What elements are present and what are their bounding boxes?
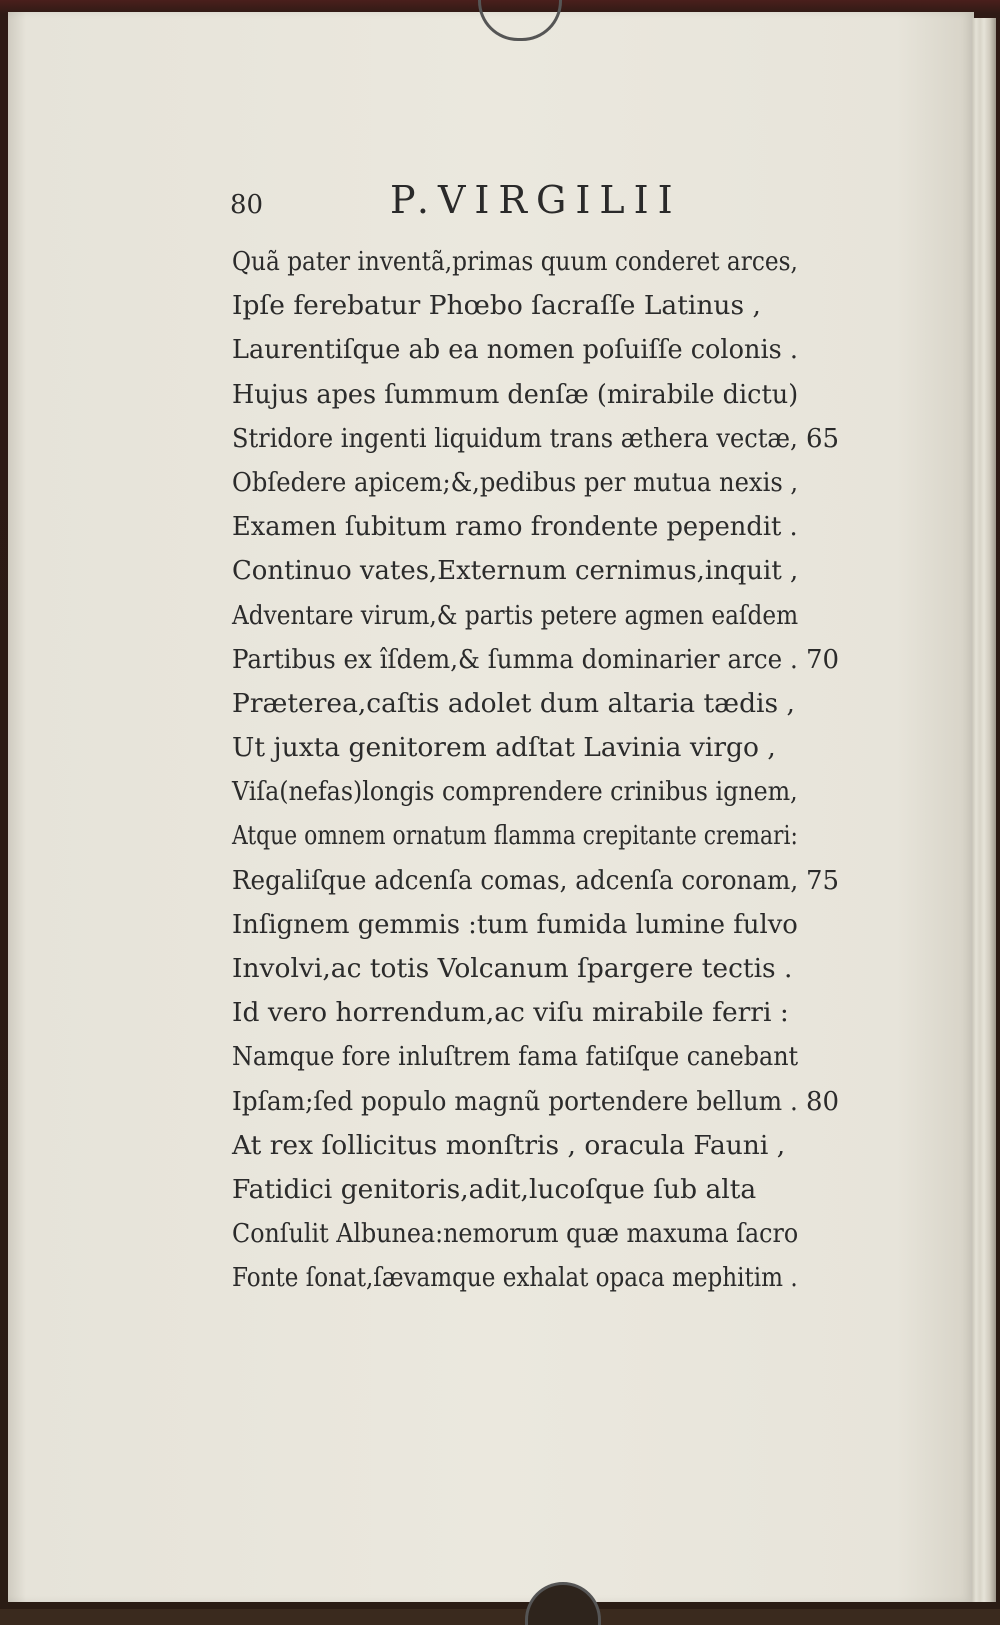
verse-line-text: At rex ſollicitus monſtris , oracula Fauni ,	[232, 1129, 786, 1161]
verse-line-text: Conſulit Albunea:nemorum quæ maxuma ſacro	[232, 1218, 799, 1250]
line-number: 65	[806, 423, 840, 454]
verse-text-block	[232, 240, 872, 1301]
verse-line-text: Obſedere apicem;&,pedibus per mutua nexis ,	[232, 466, 799, 498]
verse-line-text: Examen ſubitum ramo frondente pependit .	[232, 511, 798, 543]
verse-line-text: Inſignem gemmis :tum fumida lumine fulvo	[232, 908, 798, 940]
verse-line	[232, 770, 872, 814]
verse-line	[232, 682, 872, 726]
verse-line-text: Ipſe ferebatur Phœbo ſacraſſe Latinus ,	[232, 290, 761, 322]
verse-line-text: Præterea,caſtis adolet dum altaria tædis ,	[232, 687, 795, 719]
verse-line-text: Quã pater inventã,primas quum conderet arces,	[232, 246, 798, 277]
verse-line	[232, 638, 872, 682]
verse-line	[232, 859, 872, 903]
verse-line	[232, 947, 872, 991]
verse-line	[232, 1212, 872, 1256]
verse-line-text: Continuo vates,Externum cernimus,inquit ,	[232, 555, 799, 587]
verse-line-text: Partibus ex îſdem,& ſumma dominarier arce .	[232, 643, 798, 675]
verse-line-text: Ipſam;ſed populo magnũ portendere bellum .	[232, 1085, 798, 1117]
verse-line-text: Viſa(nefas)longis comprendere crinibus ignem,	[232, 776, 798, 808]
verse-line	[232, 417, 872, 461]
verse-line-text: Involvi,ac totis Volcanum ſpargere tectis .	[232, 953, 793, 984]
verse-line	[232, 903, 872, 947]
verse-line	[232, 1124, 872, 1168]
verse-line-text: Fatidici genitoris,adit,lucoſque ſub alta	[232, 1173, 757, 1205]
verse-line-text: Ut juxta genitorem adſtat Lavinia virgo ,	[232, 732, 776, 764]
verse-line	[232, 284, 872, 328]
verse-line	[232, 461, 872, 505]
line-number: 75	[806, 865, 840, 896]
verse-line	[232, 328, 872, 372]
verse-line-text: Regaliſque adcenſa comas, adcenſa coronam,	[232, 864, 799, 896]
verse-line	[232, 549, 872, 593]
verse-line	[232, 240, 872, 284]
verse-line	[232, 726, 872, 770]
verse-line	[232, 1035, 872, 1079]
verse-line-text: Fonte ſonat,ſævamque exhalat opaca mephitim .	[232, 1262, 798, 1294]
verse-line	[232, 1080, 872, 1124]
verse-line-text: Adventare virum,& partis petere agmen eaſdem	[232, 599, 799, 631]
verse-line	[232, 594, 872, 638]
verse-line-text: Laurentiſque ab ea nomen poſuiſſe colonis .	[232, 334, 799, 366]
verse-line-text: Id vero horrendum,ac viſu mirabile ferri :	[232, 997, 789, 1029]
verse-line-text: Hujus apes ſummum denſæ (mirabile dictu)	[232, 378, 799, 410]
page-edges	[972, 18, 996, 1602]
verse-line	[232, 1256, 872, 1300]
page-header	[230, 178, 730, 226]
verse-line	[232, 373, 872, 417]
verse-line-text: Namque fore inluſtrem fama fatiſque canebant	[232, 1041, 799, 1073]
line-number: 70	[806, 644, 840, 675]
verse-line	[232, 1168, 872, 1212]
running-head: P.VIRGILII	[390, 178, 682, 222]
line-number: 80	[806, 1086, 840, 1117]
page-number: 80	[230, 190, 264, 220]
verse-line-text: Stridore ingenti liquidum trans æthera vectæ,	[232, 422, 798, 454]
verse-line	[232, 991, 872, 1035]
verse-line-text: Atque omnem ornatum flamma crepitante cremari:	[232, 820, 798, 852]
verse-line	[232, 814, 872, 858]
verse-line	[232, 505, 872, 549]
